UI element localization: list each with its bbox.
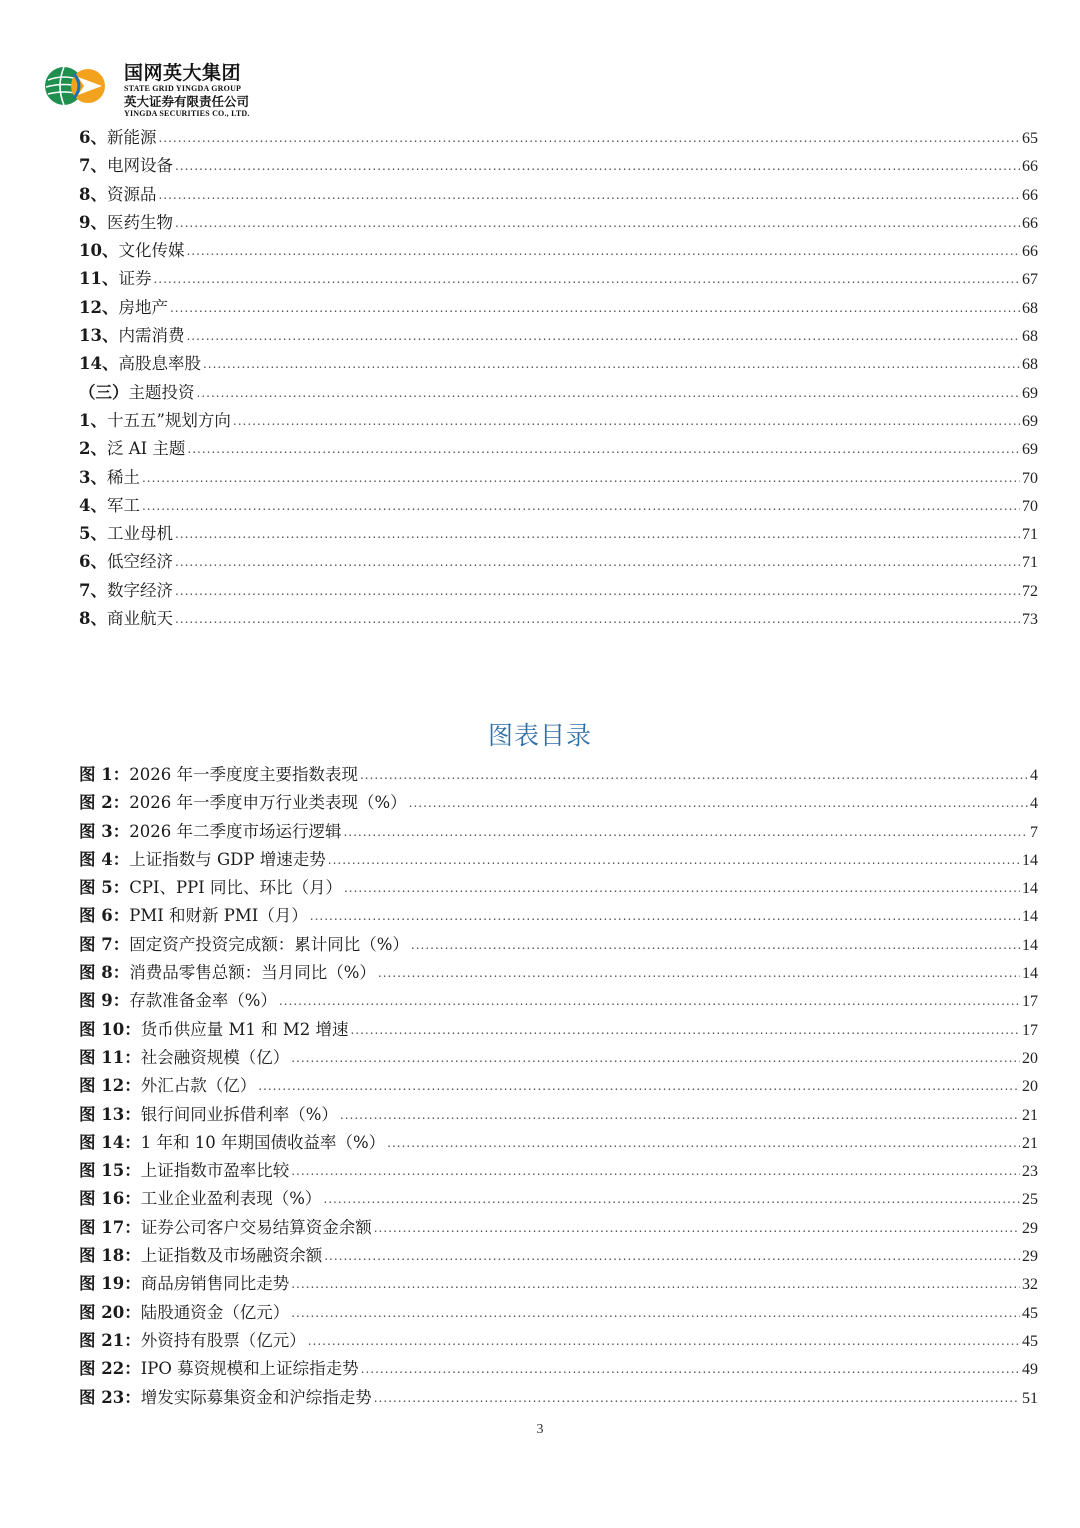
figure-entry-page: 14 xyxy=(1022,880,1038,898)
dot-leader xyxy=(374,1221,1020,1235)
figure-entry-number: 图 11： xyxy=(79,1047,141,1067)
dot-leader xyxy=(343,825,1028,839)
dot-leader xyxy=(324,1249,1020,1263)
figure-entry-page: 23 xyxy=(1022,1163,1038,1181)
toc-entry[interactable] xyxy=(79,407,1038,435)
figure-entry-label xyxy=(79,931,409,955)
figure-entry-label xyxy=(79,959,376,983)
dot-leader xyxy=(186,244,1020,258)
toc-entry-label xyxy=(79,294,168,318)
figure-entry-text: PMI 和财新 PMI（月） xyxy=(129,906,308,926)
figure-entry-label xyxy=(79,1327,306,1351)
toc-entry-page: 71 xyxy=(1022,554,1038,572)
toc-entry-number: 14、 xyxy=(79,354,119,374)
figure-entry[interactable] xyxy=(79,1016,1038,1044)
figure-entry-number: 图 6： xyxy=(79,906,130,926)
toc-entry-label xyxy=(79,124,156,148)
figure-entry-label xyxy=(79,818,341,842)
toc-entry-label xyxy=(79,548,173,572)
figure-entry-label xyxy=(79,1185,321,1209)
toc-entry-number: 10、 xyxy=(79,241,119,261)
dot-leader xyxy=(291,1306,1020,1320)
figure-entry-label xyxy=(79,987,277,1011)
figure-entry-label xyxy=(79,1384,372,1408)
figure-entry-number: 图 5： xyxy=(79,878,130,898)
toc-entry-text: 军工 xyxy=(106,495,140,515)
figure-entry-text: 2026 年二季度市场运行逻辑 xyxy=(129,821,342,841)
toc-entry-label xyxy=(79,265,151,289)
figure-entry[interactable] xyxy=(79,1327,1038,1355)
page-number: 3 xyxy=(536,1422,544,1437)
figure-entry-label xyxy=(79,1299,289,1323)
figure-entry[interactable] xyxy=(79,1355,1038,1383)
dot-leader xyxy=(175,555,1020,569)
figure-entry-number: 图 22： xyxy=(79,1359,141,1379)
toc-entry-page: 72 xyxy=(1022,582,1038,600)
figure-entry[interactable] xyxy=(79,1242,1038,1270)
figure-entry-number: 图 15： xyxy=(79,1161,141,1181)
subsidiary-name-en: YINGDA SECURITIES CO., LTD. xyxy=(124,109,250,118)
toc-entry-text: 工业母机 xyxy=(106,524,173,544)
toc-entry-number: 11、 xyxy=(79,269,119,289)
toc-entry-number: 6、 xyxy=(79,552,107,572)
figure-entry-page: 17 xyxy=(1022,993,1038,1011)
dot-leader xyxy=(360,768,1028,782)
figure-entry-text: 银行间同业拆借利率（%） xyxy=(140,1104,338,1124)
toc-entry-text: 新能源 xyxy=(106,128,157,147)
dot-leader xyxy=(291,1277,1020,1291)
toc-entry-label xyxy=(79,577,173,601)
toc-entry-page: 66 xyxy=(1022,186,1038,204)
dot-leader xyxy=(374,1391,1020,1405)
figure-entry[interactable] xyxy=(79,1157,1038,1185)
figure-entry-number: 图 16： xyxy=(79,1189,141,1209)
toc-entry-text: 文化传媒 xyxy=(118,241,185,261)
figure-entry-page: 14 xyxy=(1022,965,1038,983)
figure-entry-number: 图 19： xyxy=(79,1274,141,1294)
figure-entry-number: 图 7： xyxy=(79,934,130,954)
dot-leader xyxy=(153,272,1020,286)
dot-leader xyxy=(350,1023,1020,1037)
toc-entry-label xyxy=(79,435,185,459)
dot-leader xyxy=(340,1108,1020,1122)
logo-text xyxy=(124,62,334,118)
figure-entry-text: 上证指数市盈率比较 xyxy=(140,1161,290,1181)
dot-leader xyxy=(175,216,1020,230)
toc-entry-text: 房地产 xyxy=(118,297,168,317)
toc-entry-text: 商业航天 xyxy=(106,609,173,629)
figure-entry-label xyxy=(79,761,358,785)
figure-entry-text: 外资持有股票（亿元） xyxy=(140,1330,306,1350)
figure-entry[interactable] xyxy=(79,1101,1038,1129)
figure-entry-label xyxy=(79,1016,348,1040)
toc-entry-text: 数字经济 xyxy=(106,580,173,600)
toc-entry-text: 主题投资 xyxy=(128,382,195,402)
dot-leader xyxy=(175,159,1020,173)
toc-entry-text: 高股息率股 xyxy=(118,354,201,374)
figure-entry-page: 4 xyxy=(1030,795,1038,813)
figures-list xyxy=(79,761,1038,1412)
toc-entry-number: 9、 xyxy=(79,212,107,232)
dot-leader xyxy=(378,966,1020,980)
toc-entry-number: 8、 xyxy=(79,609,107,629)
toc-entry-number: 6、 xyxy=(79,128,107,147)
toc-entry-number: 8、 xyxy=(79,184,107,204)
toc-entry-text: 稀土 xyxy=(106,467,140,487)
toc-entry-page: 70 xyxy=(1022,497,1038,515)
dot-leader xyxy=(197,386,1021,400)
figure-entry-text: 增发实际募集资金和沪综指走势 xyxy=(140,1387,372,1407)
figure-entry-page: 29 xyxy=(1022,1219,1038,1237)
figure-entry-page: 14 xyxy=(1022,936,1038,954)
toc-entry[interactable] xyxy=(79,435,1038,463)
figure-entry-number: 图 9： xyxy=(79,991,130,1011)
figure-entry-text: 陆股通资金（亿元） xyxy=(140,1302,290,1322)
toc-entry-label xyxy=(79,322,184,346)
figure-entry-page: 32 xyxy=(1022,1276,1038,1294)
toc-entry[interactable] xyxy=(79,322,1038,350)
figure-entry-text: 社会融资规模（亿） xyxy=(140,1047,290,1067)
toc-entry-page: 66 xyxy=(1022,214,1038,232)
figure-entry-label xyxy=(79,846,326,870)
figure-entry-number: 图 4： xyxy=(79,849,130,869)
toc-entry[interactable] xyxy=(79,379,1038,407)
figure-entry-number: 图 17： xyxy=(79,1217,141,1237)
figure-entry-label xyxy=(79,902,308,926)
figure-entry-number: 图 10： xyxy=(79,1019,141,1039)
dot-leader xyxy=(233,414,1020,428)
figure-entry-number: 图 1： xyxy=(79,765,130,784)
toc-entry[interactable] xyxy=(79,605,1038,633)
toc-entry[interactable] xyxy=(79,181,1038,209)
figure-entry-number: 图 8： xyxy=(79,963,130,983)
figure-entry-number: 图 18： xyxy=(79,1246,141,1266)
dot-leader xyxy=(186,329,1020,343)
figure-entry[interactable] xyxy=(79,846,1038,874)
toc-entry-text: 证券 xyxy=(118,269,152,289)
toc-entry-page: 68 xyxy=(1022,299,1038,317)
figure-entry-text: 商品房销售同比走势 xyxy=(140,1274,290,1294)
toc-entry-number: 2、 xyxy=(79,439,107,459)
dot-leader xyxy=(142,471,1020,485)
figure-entry-number: 图 21： xyxy=(79,1330,141,1350)
toc-entry-number: 13、 xyxy=(79,326,119,346)
figure-entry-number: 图 3： xyxy=(79,821,130,841)
dot-leader xyxy=(323,1192,1020,1206)
dot-leader xyxy=(175,612,1020,626)
figure-entry[interactable] xyxy=(79,931,1038,959)
toc-entry[interactable] xyxy=(79,152,1038,180)
dot-leader xyxy=(291,1164,1020,1178)
figure-entry-number: 图 13： xyxy=(79,1104,141,1124)
figure-entry-text: 证券公司客户交易结算资金余额 xyxy=(140,1217,372,1237)
figure-entry-text: CPI、PPI 同比、环比（月） xyxy=(129,878,342,898)
figure-entry-page: 20 xyxy=(1022,1049,1038,1067)
figure-entry-label xyxy=(79,1270,289,1294)
figure-entry-text: 存款准备金率（%） xyxy=(129,991,277,1011)
figure-entry[interactable] xyxy=(79,1129,1038,1157)
figure-entry-label xyxy=(79,1157,289,1181)
toc-entry[interactable] xyxy=(79,209,1038,237)
figure-entry-text: IPO 募资规模和上证综指走势 xyxy=(140,1359,359,1379)
toc-entry-number: 4、 xyxy=(79,495,107,515)
toc-entry[interactable] xyxy=(79,350,1038,378)
toc-entry[interactable] xyxy=(79,124,1038,152)
toc-entry[interactable] xyxy=(79,265,1038,293)
toc-entry-page: 69 xyxy=(1022,441,1038,459)
toc-entry-label xyxy=(79,209,173,233)
figure-entry[interactable] xyxy=(79,1299,1038,1327)
dot-leader xyxy=(308,1334,1020,1348)
dot-leader xyxy=(158,188,1020,202)
figure-entry[interactable] xyxy=(79,1270,1038,1298)
toc-entry[interactable] xyxy=(79,520,1038,548)
dot-leader xyxy=(361,1362,1020,1376)
figure-entry[interactable] xyxy=(79,1214,1038,1242)
figure-entry-number: 图 14： xyxy=(79,1132,141,1152)
figure-entry-page: 45 xyxy=(1022,1332,1038,1350)
toc-entry[interactable] xyxy=(79,294,1038,322)
figure-entry-label xyxy=(79,789,407,813)
toc-entry-page: 69 xyxy=(1022,384,1038,402)
dot-leader xyxy=(409,796,1028,810)
figure-entry-page: 7 xyxy=(1030,823,1038,841)
toc-sections-list xyxy=(79,124,1038,633)
figure-entry[interactable] xyxy=(79,959,1038,987)
toc-entry-label xyxy=(79,464,140,488)
figure-entry-text: 2026 年一季度申万行业类表现（%） xyxy=(129,793,407,813)
figure-entry-page: 25 xyxy=(1022,1191,1038,1209)
toc-entry-page: 68 xyxy=(1022,356,1038,374)
figure-entry-page: 45 xyxy=(1022,1304,1038,1322)
figure-entry-text: 上证指数及市场融资余额 xyxy=(140,1246,323,1266)
subsidiary-name-cn: 英大证券有限责任公司 xyxy=(124,94,250,109)
dot-leader xyxy=(203,357,1020,371)
dot-leader xyxy=(411,938,1020,952)
dot-leader xyxy=(175,527,1020,541)
dot-leader xyxy=(187,442,1020,456)
toc-entry-page: 69 xyxy=(1022,412,1038,430)
figures-list-title: 图表目录 xyxy=(487,721,592,750)
figure-entry-page: 51 xyxy=(1022,1389,1038,1407)
company-logo-icon xyxy=(44,64,114,108)
toc-entry[interactable] xyxy=(79,492,1038,520)
figure-entry-page: 20 xyxy=(1022,1078,1038,1096)
figure-entry-number: 图 12： xyxy=(79,1076,141,1096)
figure-entry[interactable] xyxy=(79,1044,1038,1072)
toc-entry-page: 68 xyxy=(1022,328,1038,346)
figure-entry[interactable] xyxy=(79,1185,1038,1213)
toc-entry-page: 73 xyxy=(1022,611,1038,629)
toc-entry-text: 十五五”规划方向 xyxy=(106,410,231,430)
figure-entry[interactable] xyxy=(79,874,1038,902)
toc-entry-number: 1、 xyxy=(79,410,107,430)
figure-entry-text: 消费品零售总额：当月同比（%） xyxy=(129,963,376,983)
figure-entry[interactable] xyxy=(79,761,1038,789)
toc-entry-page: 66 xyxy=(1022,158,1038,176)
figure-entry-page: 14 xyxy=(1022,908,1038,926)
toc-entry-number: 3、 xyxy=(79,467,107,487)
figure-entry-page: 14 xyxy=(1022,851,1038,869)
figure-entry[interactable] xyxy=(79,987,1038,1015)
toc-entry-text: 内需消费 xyxy=(118,326,185,346)
toc-entry-page: 71 xyxy=(1022,526,1038,544)
toc-entry-label xyxy=(79,520,173,544)
company-name-en: STATE GRID YINGDA GROUP xyxy=(124,84,242,93)
toc-entry-number: （三） xyxy=(79,382,129,402)
toc-entry-page: 70 xyxy=(1022,469,1038,487)
figure-entry-text: 上证指数与 GDP 增速走势 xyxy=(129,849,326,869)
figure-entry-label xyxy=(79,1242,322,1266)
figure-entry-label xyxy=(79,1072,256,1096)
toc-entry-page: 66 xyxy=(1022,243,1038,261)
figure-entry[interactable] xyxy=(79,818,1038,846)
toc-entry-label xyxy=(79,350,201,374)
toc-entry-text: 资源品 xyxy=(106,184,157,204)
dot-leader xyxy=(328,853,1020,867)
toc-entry-label xyxy=(79,152,173,176)
dot-leader xyxy=(291,1051,1020,1065)
toc-entry[interactable] xyxy=(79,464,1038,492)
toc-entry-number: 12、 xyxy=(79,297,119,317)
toc-entry[interactable] xyxy=(79,577,1038,605)
dot-leader xyxy=(142,499,1020,513)
figure-entry[interactable] xyxy=(79,1384,1038,1412)
toc-entry-number: 5、 xyxy=(79,524,107,544)
toc-entry-label xyxy=(79,407,231,431)
dot-leader xyxy=(310,909,1020,923)
dot-leader xyxy=(344,881,1020,895)
figure-entry-label xyxy=(79,1214,372,1238)
toc-entry-page: 67 xyxy=(1022,271,1038,289)
figure-entry-text: 工业企业盈利表现（%） xyxy=(140,1189,322,1209)
figure-entry-label xyxy=(79,1129,385,1153)
toc-entry-text: 医药生物 xyxy=(106,212,173,232)
figure-entry-text: 外汇占款（亿） xyxy=(140,1076,257,1096)
toc-entry-number: 7、 xyxy=(79,580,107,600)
toc-entry-page: 65 xyxy=(1022,130,1038,147)
figure-entry-number: 图 20： xyxy=(79,1302,141,1322)
figure-entry[interactable] xyxy=(79,789,1038,817)
figure-entry-text: 货币供应量 M1 和 M2 增速 xyxy=(140,1019,349,1039)
dot-leader xyxy=(387,1136,1020,1150)
dot-leader xyxy=(175,584,1020,598)
figure-entry-page: 29 xyxy=(1022,1248,1038,1266)
dot-leader xyxy=(279,994,1020,1008)
toc-entry-label xyxy=(79,237,184,261)
toc-entry-text: 低空经济 xyxy=(106,552,173,572)
toc-entry-text: 电网设备 xyxy=(106,156,173,176)
toc-entry-label xyxy=(79,379,195,403)
figure-entry-page: 21 xyxy=(1022,1106,1038,1124)
figure-entry[interactable] xyxy=(79,1072,1038,1100)
dot-leader xyxy=(170,301,1020,315)
figure-entry-label xyxy=(79,1355,359,1379)
toc-entry-number: 7、 xyxy=(79,156,107,176)
figure-entry-page: 49 xyxy=(1022,1361,1038,1379)
figure-entry-label xyxy=(79,1044,289,1068)
figure-entry[interactable] xyxy=(79,902,1038,930)
figure-entry-page: 21 xyxy=(1022,1134,1038,1152)
figure-entry-text: 2026 年一季度度主要指数表现 xyxy=(129,765,358,784)
figure-entry-page: 4 xyxy=(1030,767,1038,784)
toc-entry-label xyxy=(79,605,173,629)
figure-entry-text: 1 年和 10 年期国债收益率（%） xyxy=(140,1132,386,1152)
figure-entry-text: 固定资产投资完成额：累计同比（%） xyxy=(129,934,409,954)
toc-entry-text: 泛 AI 主题 xyxy=(106,439,186,459)
dot-leader xyxy=(258,1079,1020,1093)
figure-entry-number: 图 2： xyxy=(79,793,130,813)
toc-entry-label xyxy=(79,181,156,205)
toc-entry[interactable] xyxy=(79,237,1038,265)
dot-leader xyxy=(158,131,1020,145)
figure-entry-label xyxy=(79,874,342,898)
figure-entry-label xyxy=(79,1101,338,1125)
toc-entry-label xyxy=(79,492,140,516)
company-name-cn: 国网英大集团 xyxy=(124,62,242,84)
figure-entry-page: 17 xyxy=(1022,1021,1038,1039)
toc-entry[interactable] xyxy=(79,548,1038,576)
figure-entry-number: 图 23： xyxy=(79,1387,141,1407)
